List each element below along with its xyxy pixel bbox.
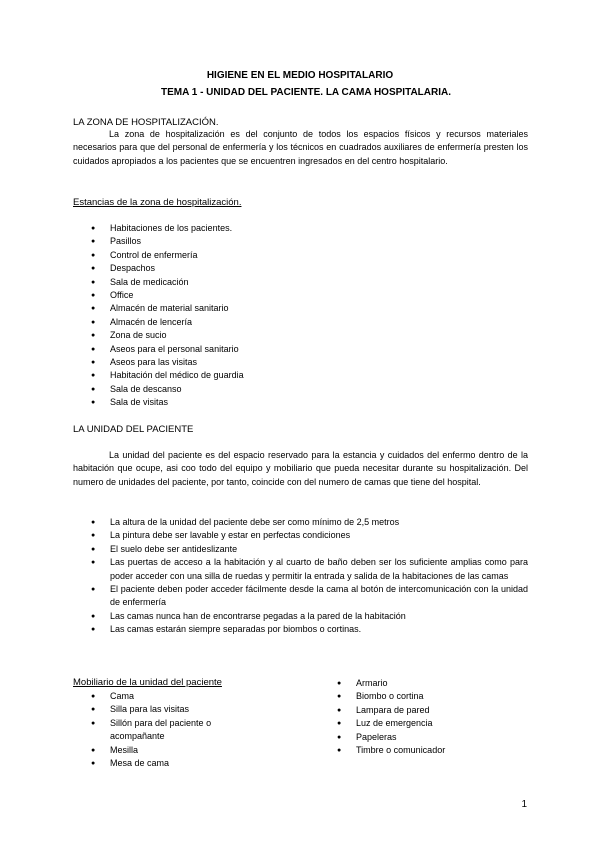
list-item: ● Sillón para del paciente o acompañante xyxy=(0,717,230,744)
list-item: ● Sala de visitas xyxy=(0,396,244,409)
document-title: HIGIENE EN EL MEDIO HOSPITALARIO xyxy=(206,70,394,81)
list-item: ● Las camas estarán siempre separadas por biombos o cortinas. xyxy=(0,623,528,636)
list-item: ● Papeleras xyxy=(0,731,445,744)
list-item: ● Cama xyxy=(0,690,230,703)
list-item: ● Armario xyxy=(0,677,445,690)
list-item: ● Almacén de material sanitario xyxy=(0,302,244,315)
estancias-list xyxy=(0,222,244,410)
list-item: ● Habitación del médico de guardia xyxy=(0,369,244,382)
list-item: ● Lampara de pared xyxy=(0,704,445,717)
paragraph-hospitalizacion: La zona de hospitalización es del conjunto de todos los espacios físicos y recursos materiales necesarios para que del personal de enfermería y los técnicos en cuadrados auxiliares de enfermería presten los cuidados apropiados a los pacientes que se encuentren ingresados en del centro hospitalario. xyxy=(73,129,528,166)
page-number: 1 xyxy=(521,799,527,810)
list-item: ● El paciente deben poder acceder fácilmente desde la cama al botón de intercomunicación con la unidad de enfermería xyxy=(0,583,528,610)
unidad-requirements-list xyxy=(0,516,528,637)
list-item: ● Sala de descanso xyxy=(0,383,244,396)
list-item: ● Las camas nunca han de encontrarse pegadas a la pared de la habitación xyxy=(0,610,528,623)
list-item: ● Silla para las visitas xyxy=(0,703,230,716)
list-item: ● Office xyxy=(0,289,244,302)
list-item: ● La altura de la unidad del paciente debe ser como mínimo de 2,5 metros xyxy=(0,516,528,529)
list-item: ● Habitaciones de los pacientes. xyxy=(0,222,244,235)
section-heading-hospitalizacion: LA ZONA DE HOSPITALIZACIÓN. xyxy=(73,117,219,128)
list-item: ● Biombo o cortina xyxy=(0,690,445,703)
section-heading-mobiliario: Mobiliario de la unidad del paciente xyxy=(73,677,222,688)
paragraph-unidad: La unidad del paciente es del espacio reservado para la estancia y cuidados del enfermo dentro de la habitación que ocupe, asi coo todo del equipo y mobiliario que pueda necesitar durante su hospitalización. Del numero de unidades del paciente, por tanto, coincide con del numero de camas que tiene del hospital. xyxy=(73,450,528,487)
list-item: ● Luz de emergencia xyxy=(0,717,445,730)
list-item: ● Almacén de lencería xyxy=(0,316,244,329)
list-item: ● Mesilla xyxy=(0,744,230,757)
section-heading-estancias: Estancias de la zona de hospitalización. xyxy=(73,197,242,208)
list-item: ● El suelo debe ser antideslizante xyxy=(0,543,528,556)
list-item: ● Sala de medicación xyxy=(0,276,244,289)
list-item: ● Las puertas de acceso a la habitación y al cuarto de baño deben ser los suficiente amplias como para poder acceder con una silla de ruedas y permitir la entrada y salida de la habitaciones de las camas xyxy=(0,556,528,583)
list-item: ● Zona de sucio xyxy=(0,329,244,342)
list-item: ● La pintura debe ser lavable y estar en perfectas condiciones xyxy=(0,529,528,542)
list-item: ● Mesa de cama xyxy=(0,757,230,770)
mobiliario-right-list xyxy=(0,677,445,757)
list-item: ● Control de enfermería xyxy=(0,249,244,262)
section-heading-unidad: LA UNIDAD DEL PACIENTE xyxy=(73,424,194,435)
list-item: ● Timbre o comunicador xyxy=(0,744,445,757)
document-subtitle: TEMA 1 - UNIDAD DEL PACIENTE. LA CAMA HOSPITALARIA. xyxy=(161,87,451,98)
list-item: ● Despachos xyxy=(0,262,244,275)
list-item: ● Pasillos xyxy=(0,235,244,248)
list-item: ● Aseos para el personal sanitario xyxy=(0,343,244,356)
list-item: ● Aseos para las visitas xyxy=(0,356,244,369)
